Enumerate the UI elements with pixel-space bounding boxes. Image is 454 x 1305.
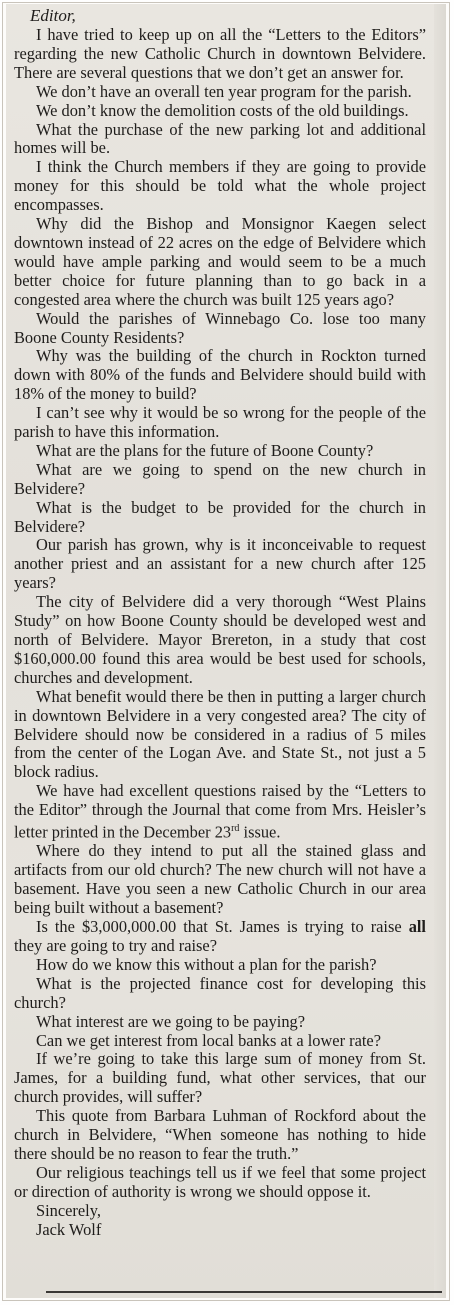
letter-paragraph: What is the projected finance cost for developing this church? (14, 973, 426, 1012)
letter-paragraph: We have had excellent questions raised by the “Letters to the Editor” through the Journal that come from Mrs. Heisler’s letter printed in the December 23rd issue. (14, 781, 426, 842)
letter-paragraph: How do we know this without a plan for the parish? (36, 954, 377, 974)
letter-paragraph: Where do they intend to put all the stained glass and artifacts from our old church? The new church will not have a basement. Have you seen a new Catholic Church in our area being built without a basement? (14, 841, 426, 918)
letter-paragraph: I have tried to keep up on all the “Letters to the Editors” regarding the new Catholic Church in downtown Belvidere. There are several questions that we don’t get an answer for. (14, 25, 426, 82)
letter-paragraph: Is the $3,000,000.00 that St. James is trying to raise all they are going to try and raise? (14, 917, 426, 955)
letter-paragraph: Can we get interest from local banks at a lower rate? (36, 1030, 381, 1050)
letter-body (14, 26, 426, 1202)
letter-paragraph: What are the plans for the future of Boone County? (36, 440, 374, 460)
closing: Sincerely, (36, 1200, 101, 1220)
letter-column (14, 4, 426, 1239)
newspaper-clipping (6, 4, 446, 1298)
letter-paragraph: We don’t have an overall ten year program for the parish. (36, 81, 412, 101)
letter-paragraph: What the purchase of the new parking lot and additional homes will be. (14, 119, 426, 158)
letter-paragraph: Would the parishes of Winnebago Co. lose too many Boone County Residents? (14, 308, 426, 347)
letter-paragraph: Why was the building of the church in Rockton turned down with 80% of the funds and Belvidere should build with 18% of the money to build? (14, 346, 426, 404)
adjacent-column-edge (434, 4, 446, 1298)
letter-paragraph: The city of Belvidere did a very thorough “West Plains Study” on how Boone County should be developed west and north of Belvidere. Mayor Brereton, in a study that cost $160,000.00 found this area would be best used for schools, churches and development. (14, 592, 426, 687)
letter-paragraph: Our religious teachings tell us if we feel that some project or direction of authority is wrong we should oppose it. (14, 1162, 426, 1201)
letter-paragraph: Our parish has grown, why is it inconceivable to request another priest and an assistant for a new church after 125 years? (14, 535, 426, 593)
letter-paragraph: This quote from Barbara Luhman of Rockford about the church in Belvidere, “When someone has nothing to hide there should be no reason to fear the truth.” (14, 1106, 426, 1163)
letter-paragraph: What are we going to spend on the new church in Belvidere? (14, 459, 426, 498)
letter-paragraph: I think the Church members if they are going to provide money for this should be told what the whole project encompasses. (14, 157, 426, 215)
letter-paragraph: I can’t see why it would be so wrong for the people of the parish to have this information. (14, 403, 426, 442)
letter-paragraph: We don’t know the demolition costs of the old buildings. (36, 100, 409, 120)
letter-paragraph: If we’re going to take this large sum of money from St. James, for a building fund, what other services, that our church provides, will suffer? (14, 1049, 426, 1107)
letter-paragraph: Why did the Bishop and Monsignor Kaegen select downtown instead of 22 acres on the edge of Belvidere which would have ample parking and would seem to be a much better choice for future planning than to go back in a congested area where the church was built 125 years ago? (14, 214, 426, 309)
signature: Jack Wolf (36, 1219, 102, 1239)
letter-paragraph: What interest are we going to be paying? (36, 1011, 305, 1031)
letter-paragraph: What benefit would there be then in putting a larger church in downtown Belvidere in a very congested area? The city of Belvidere should now be considered in a radius of 5 miles from the center of the Logan Ave. and State St., not just a 5 block radius. (14, 686, 426, 782)
column-rule (46, 1291, 442, 1293)
letter-paragraph: What is the budget to be provided for the church in Belvidere? (14, 497, 426, 536)
salutation: Editor, (30, 6, 76, 25)
